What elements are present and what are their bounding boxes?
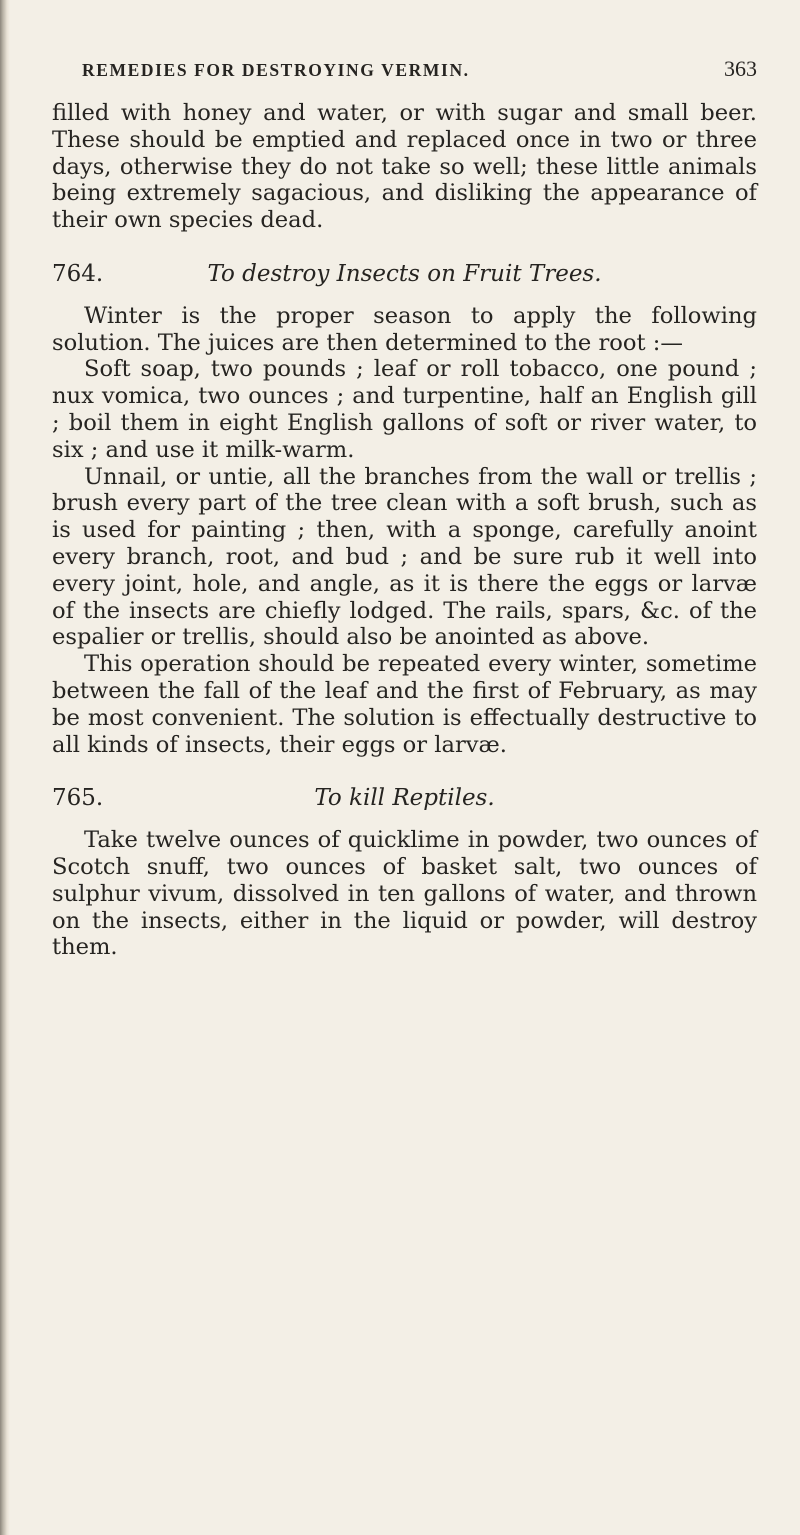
section-764-paragraph-2: Soft soap, two pounds ; leaf or roll tobacco, one pound ; nux vomica, two ounces ; and turpentine, half an English gill ; boil them in eight English gallons of soft or river water, to six ; and use it milk-warm. xyxy=(52,356,757,463)
running-head xyxy=(52,54,757,90)
book-page xyxy=(52,54,757,961)
opening-paragraph: filled with honey and water, or with sugar and small beer. These should be emptied and replaced once in two or three days, otherwise they do not take so well; these little animals being extremely sagacious, and disliking the appearance of their own species dead. xyxy=(52,100,757,234)
section-heading-765 xyxy=(52,785,757,812)
page-number: 363 xyxy=(724,56,757,81)
section-765-paragraph-1: Take twelve ounces of quicklime in powder, two ounces of Scotch snuff, two ounces of basket salt, two ounces of sulphur vivum, dissolved in ten gallons of water, and thrown on the insects, either in the liquid or powder, will destroy them. xyxy=(52,827,757,961)
running-head-title: REMEDIES FOR DESTROYING VERMIN. xyxy=(82,60,470,80)
section-764-paragraph-4: This operation should be repeated every winter, sometime between the fall of the leaf and the first of February, as may be most convenient. The solution is effectually destructive to all kinds of insects, their eggs or larvæ. xyxy=(52,651,757,758)
section-number: 764. xyxy=(52,260,104,287)
section-title: To kill Reptiles. xyxy=(314,785,495,812)
section-heading-764 xyxy=(52,261,757,288)
section-title: To destroy Insects on Fruit Trees. xyxy=(207,260,602,287)
section-764-paragraph-1: Winter is the proper season to apply the following solution. The juices are then determined to the root :— xyxy=(52,302,757,356)
section-number: 765. xyxy=(52,785,104,812)
section-764-paragraph-3: Unnail, or untie, all the branches from the wall or trellis ; brush every part of the tree clean with a soft brush, such as is used for painting ; then, with a sponge, carefully anoint every branch, root, and bud ; and be sure rub it well into every joint, hole, and angle, as it is there the eggs or larvæ of the insects are chiefly lodged. The rails, spars, &c. of the espalier or trellis, should also be anointed as above. xyxy=(52,463,757,651)
page-gutter-edge xyxy=(0,0,10,1535)
